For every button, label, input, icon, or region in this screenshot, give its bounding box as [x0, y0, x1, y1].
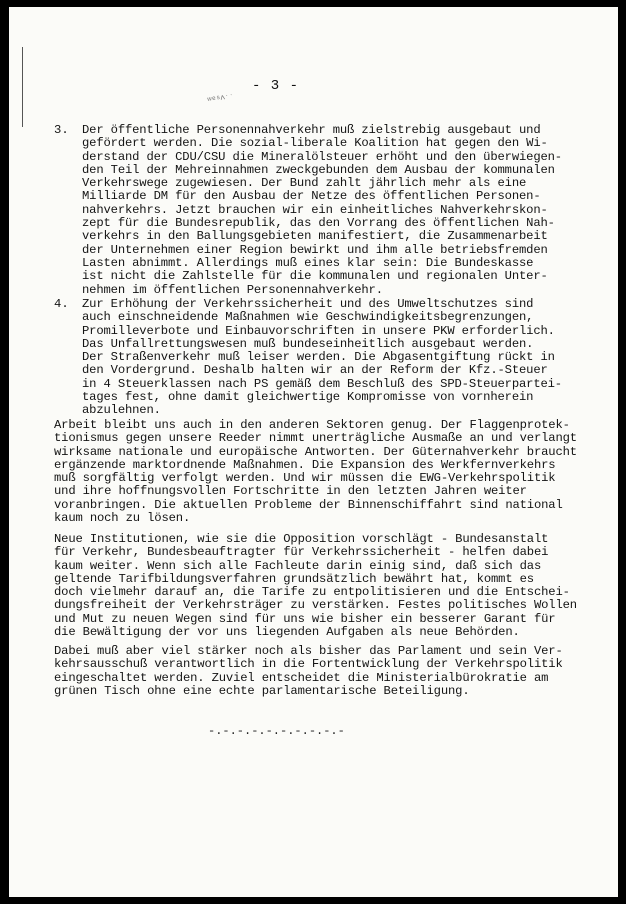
- end-mark: -.-.-.-.-.-.-.-.-.-: [208, 724, 345, 738]
- list-item-4: [54, 298, 589, 418]
- list-item-text: Der öffentliche Personennahverkehr muß zielstrebig ausgebaut und gefördert werden. Die sozial-liberale Koalition hat gegen den Wi- derstand der CDU/CSU die Mineralölsteuer erhöht und den überwiegen- den Teil der Mehreinnahmen zweckgebunden dem Ausbau der kommunalen Verkehrswege zugewiesen. Der Bund zahlt jährlich mehr als eine Milliarde DM für den Ausbau der Netze des öffentlichen Personen- nahverkehrs. Jetzt brauchen wir ein einheitliches Nahverkehrskon- zept für die Bundesrepublik, das den Vorrang des öffentlichen Nah- verkehrs in den Ballungsgebieten manifestiert, die Zusammenarbeit der Unternehmen einer Region bewirkt und ihm alle betriebsfremden Lasten abnimmt. Allerdings muß eines klar sein: Die Bundeskasse ist nicht die Zahlstelle für die kommunalen und regionalen Unter- nehmen im öffentlichen Personennahverkehr.: [82, 123, 562, 297]
- paragraph-sectors: Arbeit bleibt uns auch in den anderen Sektoren genug. Der Flaggenprotek- tionismus gegen unsere Reeder nimmt unerträgliche Ausmaße an und verlangt wirksame nationale und europäische Antworten. Der Güternahverkehr braucht ergänzende marktordnende Maßnahmen. Die Expansion des Werkfernverkehrs muß sorgfältig verfolgt werden. Und wir müssen die EWG-Verkehrspolitik und ihre hoffnungsvollen Fortschritte in den letzten Jahren weiter voranbringen. Die aktuellen Probleme der Binnenschiffahrt sind national kaum noch zu lösen.: [54, 418, 577, 526]
- scan-border-right: [617, 0, 626, 904]
- page-number: - 3 -: [252, 78, 300, 94]
- list-item-number: 3.: [54, 123, 69, 137]
- scan-border-bottom: [0, 896, 626, 904]
- paragraph-institutions: Neue Institutionen, wie sie die Opposition vorschlägt - Bundesanstalt für Verkehr, Bundesbeauftragter für Verkehrssicherheit - helfen dabei kaum weiter. Wenn sich alle Fachleute darin einig sind, daß sich das geltende Tarifbildungsverfahren grundsätzlich bewährt hat, kommt es doch vielmehr darauf an, die Tarife zu entpolitisieren und die Entschei- dungsfreiheit der Verkehrsträger zu verstärken. Festes politisches Wollen und Mut zu neuen Wegen sind für uns wie bisher ein besserer Garant für die Bewältigung der vor uns liegenden Aufgaben als neue Behörden.: [54, 532, 577, 640]
- ink-smudge: ʷᵉˢ˄ˑˑ: [206, 91, 235, 107]
- list-item-3: [54, 124, 589, 297]
- list-item-text: Zur Erhöhung der Verkehrssicherheit und des Umweltschutzes sind auch einschneidende Maßnahmen wie Geschwindigkeitsbegrenzungen, Promilleverbote und Einbauvorschriften in unsere PKW erforderlich. Das Unfallrettungswesen muß bundeseinheitlich ausgebaut werden. Der Straßenverkehr muß leiser werden. Die Abgasentgiftung rückt in den Vordergrund. Deshalb halten wir an der Reform der Kfz.-Steuer in 4 Steuerklassen nach PS gemäß dem Beschluß des SPD-Steuerpartei- tages fest, ohne damit gleichwertige Kompromisse von vornherein abzulehnen.: [82, 297, 562, 418]
- list-item-number: 4.: [54, 297, 69, 311]
- paragraph-parliament: Dabei muß aber viel stärker noch als bisher das Parlament und sein Ver- kehrsausschuß verantwortlich in die Fortentwicklung der Verkehrspolitik eingeschaltet werden. Zuviel entscheidet die Ministerialbürokratie am grünen Tisch ohne eine echte parlamentarische Beteiligung.: [54, 644, 563, 698]
- margin-mark: [22, 47, 23, 127]
